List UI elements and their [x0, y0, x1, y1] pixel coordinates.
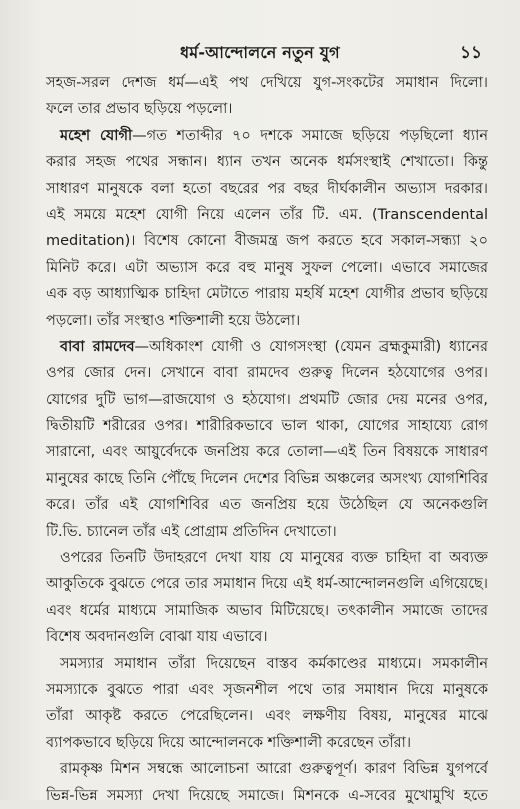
paragraph: [46, 545, 488, 651]
text-line: এবং ধর্মের মাধ্যমে সামাজিক অভাব মিটিয়েছে। তৎকালীন সমাজে তাদের: [46, 602, 488, 619]
body-text: [46, 70, 488, 809]
text-line: [46, 123, 488, 149]
paragraph-lead-term: মহেশ যোগী: [60, 127, 133, 144]
text-line: [46, 334, 488, 360]
text-line: টি.ভি. চ্যানেল তাঁর এই প্রোগ্রাম প্রতিদিন দেখাতো।: [46, 523, 337, 540]
text-line: সমস্যার সমাধান তাঁরা দিয়েছেন বাস্তব কর্মকাণ্ডের মাধ্যমে। সমকালীন: [60, 655, 488, 672]
text-line: ফলে তার প্রভাব ছড়িয়ে পড়লো।: [46, 101, 233, 118]
text-line: দ্বিতীয়টি শরীরের ওপর। শারীরিকভাবে ভাল থাকা, যোগের সাহায্যে রোগ: [46, 418, 488, 435]
text-line: এই সময়ে মহেশ যোগী নিয়ে এলেন তাঁর টি. এম. (Transcendental: [46, 206, 488, 223]
paragraph-lead-term: বাবা রামদেব: [60, 338, 135, 355]
paragraph-baba-ramdev: [46, 334, 488, 545]
text-line: ওপরের তিনটি উদাহরণে দেখা যায় যে মানুষের ব্যক্ত চাহিদা বা অব্যক্ত: [60, 550, 488, 567]
text-line: মানুষের কাছে তিনি পৌঁছে দিলেন দেশের বিভিন্ন অঞ্চলের অসংখ্য যোগশিবির: [46, 470, 488, 487]
text-line-rest: —গত শতাব্দীর ৭০ দশকে সমাজে ছড়িয়ে পড়ছিলো ধ্যান: [132, 127, 488, 144]
paragraph: [46, 70, 488, 123]
text-line: ব্যাপকভাবে ছড়িয়ে দিয়ে আন্দোলনকে শক্তিশালী করেছেন তাঁরা।: [46, 734, 412, 751]
text-line: ভিন্ন-ভিন্ন সমস্যা দেখা দিয়েছে সমাজে। মিশনকে এ-সবের মুখোমুখি হতে: [46, 787, 488, 804]
text-line: সমস্যাকে বুঝতে পারা এবং সৃজনশীল পথে তার সমাধান দিয়ে মানুষকে: [46, 681, 488, 698]
text-line: আকুতিকে বুঝতে পেরে তার সমাধান দিয়ে এই ধর্ম-আন্দোলনগুলি এগিয়েছে।: [46, 576, 488, 593]
page-header: [0, 40, 520, 68]
text-line: রামকৃষ্ণ মিশন সম্বন্ধে আলোচনা আরো গুরুত্বপূর্ণ। কারণ বিভিন্ন যুগপর্বে: [60, 761, 488, 778]
running-title: ধর্ম-আন্দোলনে নতুন যুগ: [180, 43, 340, 62]
text-line: meditation)। বিশেষ কোনো বীজমন্ত্র জপ করতে হবে সকাল-সন্ধ্যা ২০: [46, 233, 488, 250]
text-line: করার সহজ পথের সন্ধান। ধ্যান তখন অনেক ধর্মসংস্থাই শেখাতো। কিন্তু: [46, 154, 488, 171]
paragraph: [46, 651, 488, 757]
page-number: ১১: [459, 43, 482, 63]
text-line: যোগের দুটি ভাগ—রাজযোগ ও হঠযোগ। প্রথমটি জোর দেয় মনের ওপর,: [46, 391, 488, 408]
text-line: মিনিট করে। এটা অভ্যাস করে বহু মানুষ সুফল পেলো। এভাবে সমাজের: [46, 259, 488, 276]
paragraph: [46, 756, 488, 809]
text-line-rest: —অধিকাংশ যোগী ও যোগসংস্থা (যেমন ব্রহ্মকুমারী) ধ্যানের: [134, 338, 488, 355]
text-line: তাঁরা আকৃষ্ট করতে পেরেছিলেন। এবং লক্ষণীয় বিষয়, মানুষের মাঝে: [46, 708, 488, 725]
text-line: করে। তাঁর এই যোগশিবির এত জনপ্রিয় হয়ে উঠেছিল যে অনেকগুলি: [46, 497, 488, 514]
paragraph-mahesh-yogi: [46, 123, 488, 334]
text-line: ওপর জোর দেন। সেখানে বাবা রামদেব গুরুত্ব দিলেন হঠযোগের ওপর।: [46, 365, 488, 382]
text-line: সহজ-সরল দেশজ ধর্ম—এই পথ দেখিয়ে যুগ-সংকটের সমাধান দিলো।: [46, 75, 488, 91]
text-line: সারানো, এবং আয়ুর্বেদকে জনপ্রিয় করে তোলা—এই তিন বিষয়কে সাধারণ: [46, 444, 488, 461]
text-line: সাধারণ মানুষকে বলা হতো বছরের পর বছর দীর্ঘকালীন অভ্যাস দরকার।: [46, 180, 488, 197]
text-line: এক বড় আধ্যাত্মিক চাহিদা মেটাতে পারায় মহর্ষি মহেশ যোগীর প্রভাব ছড়িয়ে: [46, 286, 488, 303]
text-line: বিশেষ অবদানগুলি বোঝা যায় এভাবে।: [46, 629, 268, 646]
text-line: পড়লো। তাঁর সংস্থাও শক্তিশালী হয়ে উঠলো।: [46, 312, 301, 329]
